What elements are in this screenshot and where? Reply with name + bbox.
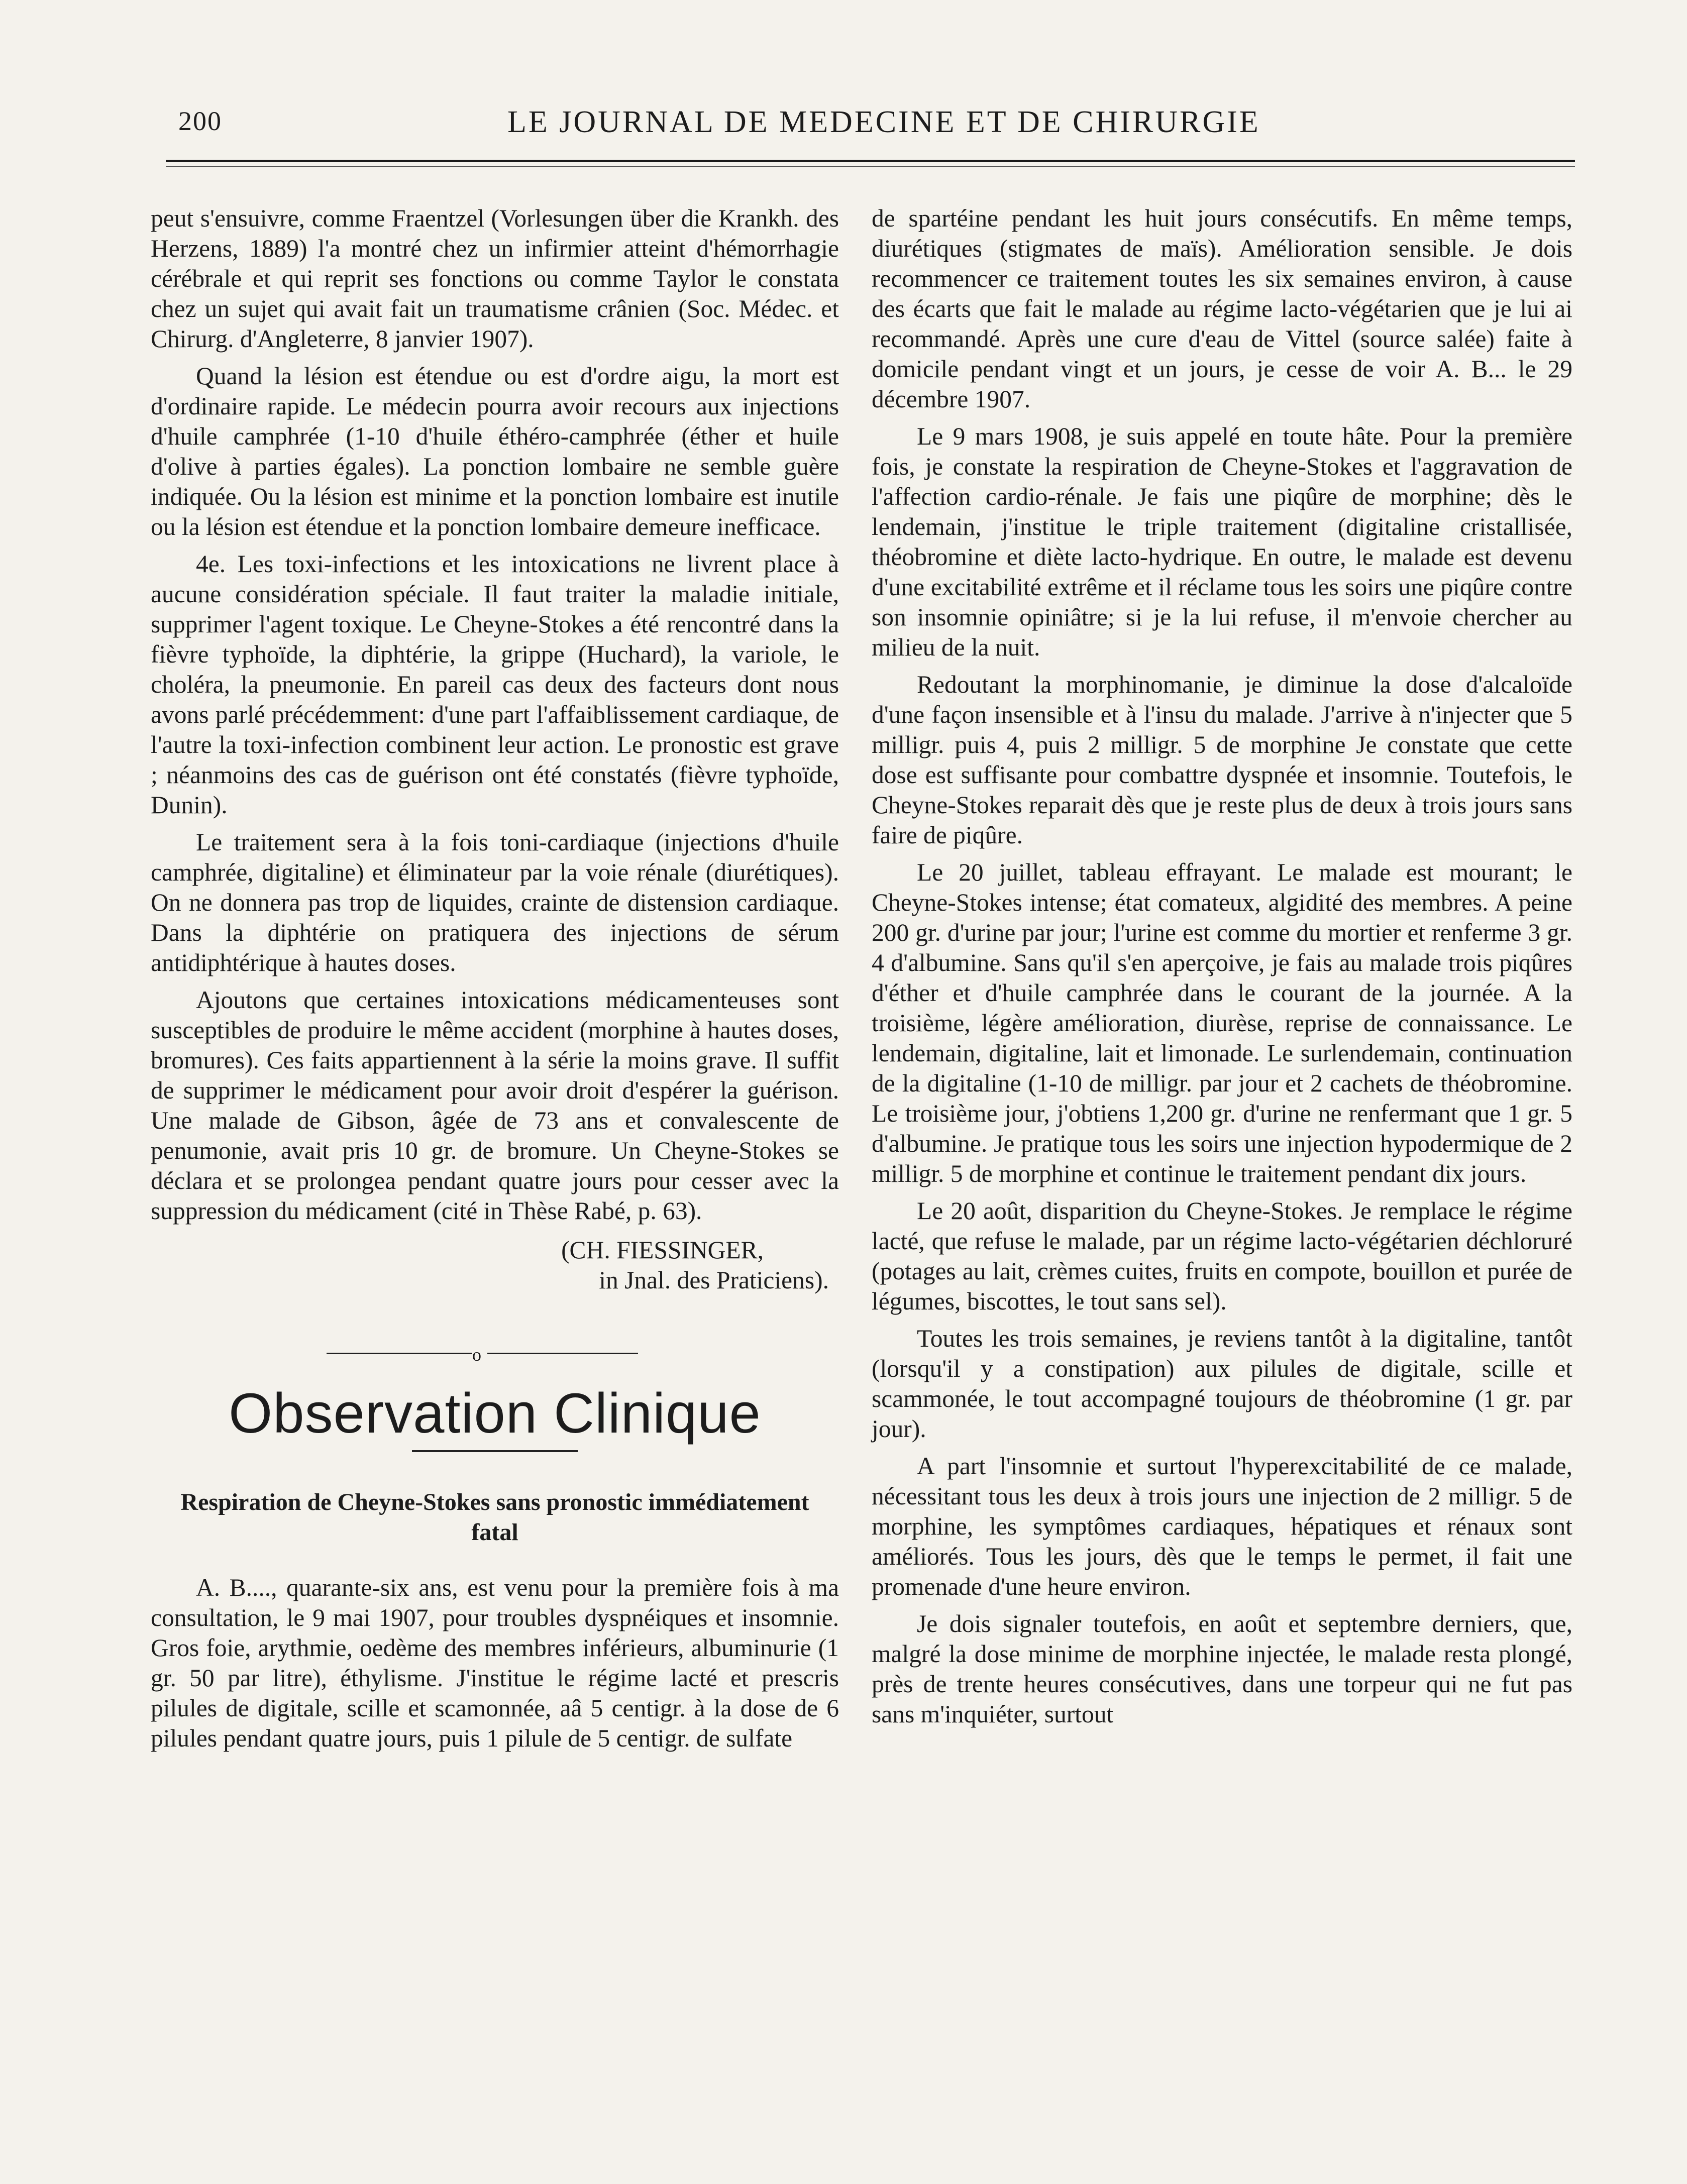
signature (151, 1235, 839, 1295)
paragraph: Le 9 mars 1908, je suis appelé en toute hâte. Pour la première fois, je constate la respiration de Cheyne-Stokes et l'aggravation de l'affection cardio-rénale. Je fais une piqûre de morphine; dès le lendemain, j'institue le triple traitement (digitaline cristallisée, théobromine et diète lacto-hydrique. En outre, le malade est devenu d'une excitabilité extrême et il réclame tous les soirs une piqûre contre son insomnie opiniâtre; si je la lui refuse, il m'envoie chercher au milieu de la nuit. (872, 422, 1572, 661)
paragraph: Redoutant la morphinomanie, je diminue la dose d'alcaloïde d'une façon insensible et à l'insu du malade. J'arrive à n'injecter que 5 milligr. puis 4, puis 2 milligr. 5 de morphine Je constate que cette dose est suffisante pour combattre dyspnée et insomnie. Toutefois, le Cheyne-Stokes reparait dès que je reste plus de deux à trois jours sans faire de piqûre. (872, 671, 1572, 849)
paragraph: de spartéine pendant les huit jours consécutifs. En même temps, diurétiques (stigmates de maïs). Amélioration sensible. Je dois recommencer ce traitement toutes les six semaines environ, à cause des écarts que fait le malade au régime lacto-végétarien que je lui ai recommandé. Après une cure d'eau de Vittel (source salée) faite à domicile pendant vingt et un jours, je cesse de voir A. B... le 29 décembre 1907. (872, 204, 1572, 413)
header-rule-thin (166, 166, 1575, 167)
separator-rule-right (487, 1353, 638, 1354)
section-title: Observation Clinique (229, 1382, 761, 1445)
running-head: LE JOURNAL DE MEDECINE ET DE CHIRURGIE (507, 105, 1260, 139)
signature-name: (CH. FIESSINGER, (561, 1236, 764, 1264)
paragraph: Le 20 juillet, tableau effrayant. Le malade est mourant; le Cheyne-Stokes intense; état comateux, algidité des membres. A peine 200 gr. d'urine par jour; l'urine est comme du mortier et renferme 3 gr. 4 d'albumine. Sans qu'il s'en aperçoive, je fais au malade trois piqûres d'éther et d'huile camphrée dans le courant de la journée. A la troisième, légère amélioration, diurèse, reprise de connaissance. Le lendemain, digitaline, lait et limonade. Le surlendemain, continuation de la digitaline (1-10 de milligr. par jour et 2 cachets de théobromine. Le troisième jour, j'obtiens 1,200 gr. d'urine ne renfermant que 1 gr. 5 d'albumine. Je pratique tous les soirs une injection hypodermique de 2 milligr. 5 de morphine et continue le traitement pendant dix jours. (872, 858, 1572, 1187)
paragraph: Le traitement sera à la fois toni-cardiaque (injections d'huile camphrée, digitaline) et éliminateur par la voie rénale (diurétiques). On ne donnera pas trop de liquides, crainte de distension cardiaque. Dans la diphtérie on pratiquera des injections de sérum antidiphtérique à hautes doses. (151, 828, 839, 976)
paragraph: peut s'ensuivre, comme Fraentzel (Vorlesungen über die Krankh. des Herzens, 1889) l'a montré chez un infirmier atteint d'hémorrhagie cérébrale et qui reprit ses fonctions ou comme Taylor le constata chez un sujet qui avait fait un traumatisme crânien (Soc. Médec. et Chirurg. d'Angleterre, 8 janvier 1907). (151, 204, 839, 353)
paragraph: Ajoutons que certaines intoxications médicamenteuses sont susceptibles de produire le même accident (morphine à hautes doses, bromures). Ces faits appartiennent à la série la moins grave. Il suffit de supprimer le médicament pour avoir droit d'espérer la guérison. Une malade de Gibson, âgée de 73 ans et convalescente de penumonie, avait pris 10 gr. de bromure. Un Cheyne-Stokes se déclara et se prolongea pendant quatre jours pour cesser avec la suppression du médicament (cité in Thèse Rabé, p. 63). (151, 986, 839, 1225)
separator-rule-left (327, 1353, 472, 1354)
paragraph: Le 20 août, disparition du Cheyne-Stokes. Je remplace le régime lacté, que refuse le malade, par un régime lacto-végétarien déchloruré (potages au lait, crèmes cuites, fruits en compote, bouillon et purée de légumes, biscottes, le tout sans sel). (872, 1197, 1572, 1315)
paragraph: A part l'insomnie et surtout l'hyperexcitabilité de ce malade, nécessitant tous les deux à trois jours une injection de 2 milligr. 5 de morphine, les symptômes cardiaques, hépatiques et rénaux sont améliorés. Tous les jours, dès que le temps le permet, il fait une promenade d'une heure environ. (872, 1452, 1572, 1600)
paragraph: 4e. Les toxi-infections et les intoxications ne livrent place à aucune considération spéciale. Il faut traiter la maladie initiale, supprimer l'agent toxique. Le Cheyne-Stokes a été rencontré dans la fièvre typhoïde, la diphtérie, la grippe (Huchard), la variole, le choléra, la pneumonie. En pareil cas deux des facteurs dont nous avons parlé précédemment: d'une part l'affaiblissement cardiaque, de l'autre la toxi-infection combinent leur action. Le pronostic est grave ; néanmoins des cas de guérison ont été constatés (fièvre typhoïde, Dunin). (151, 550, 839, 819)
right-column (872, 203, 1572, 1736)
paragraph: Quand la lésion est étendue ou est d'ordre aigu, la mort est d'ordinaire rapide. Le médecin pourra avoir recours aux injections d'huile camphrée (1-10 d'huile éthéro-camphrée (éther et huile d'olive à parties égales). La ponction lombaire ne semble guère indiquée. Ou la lésion est minime et la ponction lombaire est inutile ou la lésion est étendue et la ponction lombaire demeure inefficace. (151, 362, 839, 540)
paragraph: Je dois signaler toutefois, en août et septembre derniers, que, malgré la dose minime de morphine injectée, le malade resta plongé, près de trente heures consécutives, dans une torpeur qui ne fut pas sans m'inquiéter, surtout (872, 1610, 1572, 1728)
title-rule (412, 1450, 578, 1452)
header-rule (166, 160, 1575, 162)
section-separator (151, 1336, 839, 1371)
paragraph: Toutes les trois semaines, je reviens tantôt à la digitaline, tantôt (lorsqu'il y a constipation) aux pilules de digitale, scille et scammonée, le tout accompagné toujours de théobromine (1 gr. par jour). (872, 1325, 1572, 1443)
article-heading: Respiration de Cheyne-Stokes sans pronostic immédiatement fatal (180, 1489, 809, 1546)
separator-mark: o (472, 1345, 481, 1365)
page-number: 200 (178, 106, 222, 136)
signature-source: in Jnal. des Praticiens). (599, 1266, 829, 1294)
left-column (151, 203, 839, 1761)
paragraph: A. B...., quarante-six ans, est venu pour la première fois à ma consultation, le 9 mai 1907, pour troubles dyspnéiques et insomnie. Gros foie, arythmie, oedème des membres inférieurs, albuminurie (1 gr. 50 par litre), éthylisme. J'institue le régime lacté et prescris pilules de digitale, scille et scamonnée, aâ 5 centigr. à la dose de 6 pilules pendant quatre jours, puis 1 pilule de 5 centigr. de sulfate (151, 1574, 839, 1752)
